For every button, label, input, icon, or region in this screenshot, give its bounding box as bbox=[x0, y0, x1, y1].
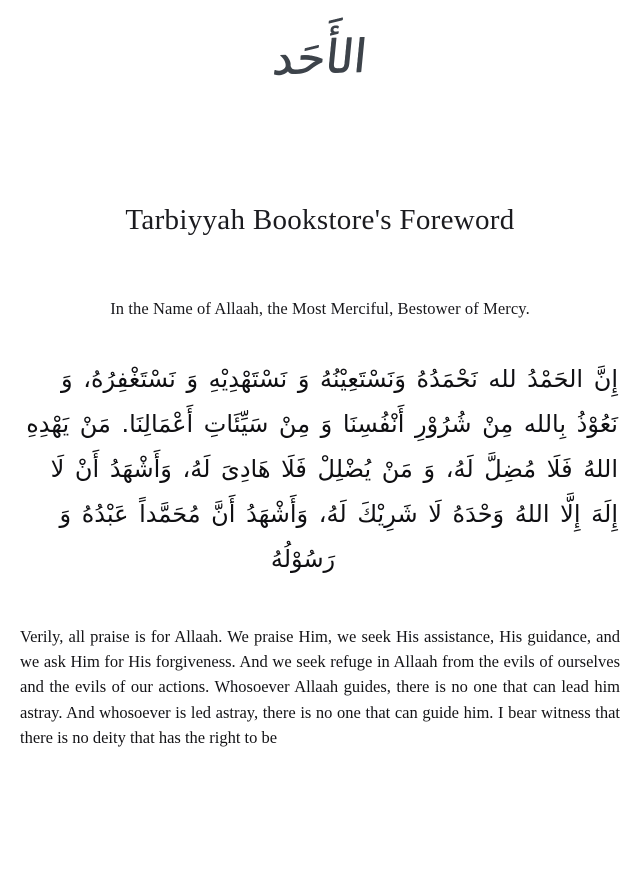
arabic-line: إِلَهَ إِلَّا اللهُ وَحْدَهُ لَا شَرِيْكَ لَهُ، وَأَشْهَدُ أَنَّ مُحَمَّداً عَبْدُهُ وَ bbox=[59, 500, 618, 528]
basmala-translation: In the Name of Allaah, the Most Merciful, Bestower of Mercy. bbox=[110, 299, 530, 318]
arabic-line: نَعُوْذُ بِالله مِنْ شُرُوْرِ أَنْفُسِنَا وَ مِنْ سَيِّئَاتِ أَعْمَالِنَا. مَنْ يَهْدِهِ bbox=[26, 410, 618, 438]
arabic-passage bbox=[0, 319, 640, 582]
arabic-line: اللهُ فَلَا مُضِلَّ لَهُ، وَ مَنْ يُضْلِلْ فَلَا هَادِىَ لَهُ، وَأَشْهَدُ أَنْ لَا bbox=[50, 455, 618, 483]
al-ahad-calligraphy-icon: الأَحَد bbox=[270, 28, 370, 86]
calligraphy-header bbox=[0, 0, 640, 96]
arabic-line: رَسُوْلُهُ bbox=[270, 545, 336, 573]
page-title: Tarbiyyah Bookstore's Foreword bbox=[125, 204, 515, 236]
arabic-line: إِنَّ الحَمْدُ لله نَحْمَدُهُ وَنَسْتَعِيْنُهُ وَ نَسْتَهْدِيْهِ وَ نَسْتَغْفِرُهُ، وَ bbox=[60, 365, 618, 393]
foreword-paragraph: Verily, all praise is for Allaah. We praise Him, we seek His assistance, His guidance, and we ask Him for His forgiveness. And we seek refuge in Allaah from the evils of ourselves and the evils of our actions. Whosoever Allaah guides, there is no one that can lead him astray. And whosoever is led astray, there is no one that can guide him. I bear witness that there is no deity that has the right to be bbox=[20, 627, 620, 747]
